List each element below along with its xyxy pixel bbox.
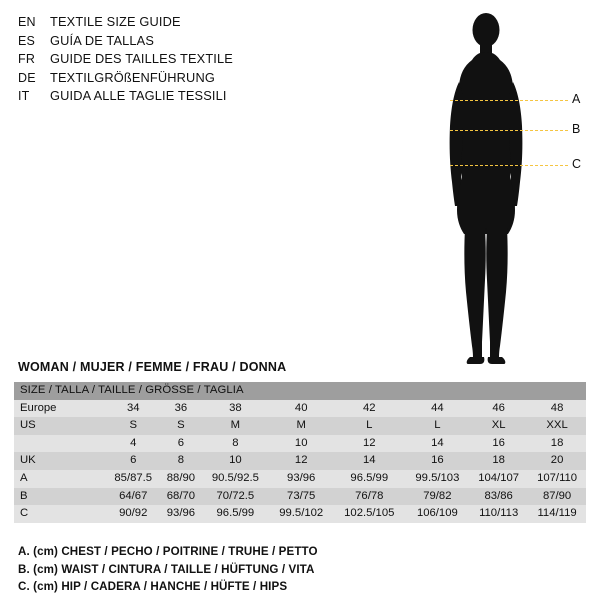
cell-uk-4: 14 — [333, 452, 406, 470]
table-row-b — [14, 488, 586, 506]
note-c: C. (cm) HIP / CADERA / HANCHE / HÜFTE / HIPS — [18, 580, 288, 593]
cell-a-2: 90.5/92.5 — [201, 470, 269, 488]
cell-c-5: 106/109 — [406, 505, 470, 523]
cell-usnum-3: 10 — [269, 435, 333, 453]
cell-a-7: 107/110 — [528, 470, 586, 488]
cell-b-4: 76/78 — [333, 488, 406, 506]
cell-usnum-5: 14 — [406, 435, 470, 453]
cell-us-4: L — [333, 417, 406, 435]
cell-a-1: 88/90 — [160, 470, 201, 488]
cell-us-7: XXL — [528, 417, 586, 435]
cell-uk-5: 16 — [406, 452, 470, 470]
female-silhouette-icon — [420, 8, 590, 373]
cell-c-1: 93/96 — [160, 505, 201, 523]
cell-uk-2: 10 — [201, 452, 269, 470]
cell-b-6: 83/86 — [469, 488, 528, 506]
cell-a-0: 85/87.5 — [106, 470, 160, 488]
measure-label-c: C — [572, 157, 582, 171]
note-b: B. (cm) WAIST / CINTURA / TAILLE / HÜFTUNG / VITA — [18, 562, 315, 576]
body-figure — [420, 8, 590, 373]
language-code-es: ES — [18, 33, 36, 48]
cell-b-3: 73/75 — [269, 488, 333, 506]
cell-europe-7: 48 — [528, 400, 586, 418]
section-label-woman: WOMAN / MUJER / FEMME / FRAU / DONNA — [18, 360, 287, 374]
language-row-en — [18, 14, 348, 33]
cell-us-6: XL — [469, 417, 528, 435]
row-label-europe: Europe — [14, 400, 106, 418]
language-text-de: TEXTILGRÖßENFÜHRUNG — [50, 69, 215, 85]
cell-europe-2: 38 — [201, 400, 269, 418]
cell-europe-6: 46 — [469, 400, 528, 418]
cell-b-2: 70/72.5 — [201, 488, 269, 506]
language-text-fr: GUIDE DES TAILLES TEXTILE — [50, 51, 233, 66]
cell-a-4: 96.5/99 — [333, 470, 406, 488]
cell-c-3: 99.5/102 — [269, 505, 333, 523]
measure-line-b — [450, 130, 568, 131]
cell-usnum-2: 8 — [201, 435, 269, 453]
row-label-c: C — [14, 505, 106, 523]
cell-b-1: 68/70 — [160, 488, 201, 506]
language-code-de: DE — [18, 70, 36, 85]
cell-uk-6: 18 — [469, 452, 528, 470]
table-row-us — [14, 417, 586, 435]
cell-usnum-6: 16 — [469, 435, 528, 453]
measurement-notes — [18, 543, 518, 596]
language-code-it: IT — [18, 89, 30, 103]
cell-c-7: 114/119 — [528, 505, 586, 523]
size-table — [14, 382, 586, 523]
measure-line-c — [450, 165, 568, 166]
cell-us-5: L — [406, 417, 470, 435]
cell-uk-7: 20 — [528, 452, 586, 470]
row-label-a: A — [14, 470, 106, 488]
language-row-de — [18, 70, 348, 89]
cell-c-2: 96.5/99 — [201, 505, 269, 523]
cell-europe-0: 34 — [106, 400, 160, 418]
measure-label-b: B — [572, 122, 581, 136]
cell-usnum-4: 12 — [333, 435, 406, 453]
language-row-it — [18, 88, 348, 107]
table-row-c — [14, 505, 586, 523]
cell-c-4: 102.5/105 — [333, 505, 406, 523]
row-label-us: US — [14, 417, 106, 435]
language-row-fr — [18, 51, 348, 70]
table-row-a — [14, 470, 586, 488]
cell-a-3: 93/96 — [269, 470, 333, 488]
table-row-europe — [14, 400, 586, 418]
cell-europe-3: 40 — [269, 400, 333, 418]
cell-europe-5: 44 — [406, 400, 470, 418]
language-header-block — [18, 14, 348, 107]
table-header-label: SIZE / TALLA / TAILLE / GRÖSSE / TAGLIA — [14, 382, 586, 400]
cell-europe-1: 36 — [160, 400, 201, 418]
cell-b-5: 79/82 — [406, 488, 470, 506]
table-row-uk — [14, 452, 586, 470]
language-text-it: GUIDA ALLE TAGLIE TESSILI — [50, 88, 227, 103]
table-header-row — [14, 382, 586, 400]
cell-b-0: 64/67 — [106, 488, 160, 506]
cell-a-6: 104/107 — [469, 470, 528, 488]
cell-uk-1: 8 — [160, 452, 201, 470]
language-code-fr: FR — [18, 52, 36, 66]
language-row-es — [18, 33, 348, 52]
cell-us-2: M — [201, 417, 269, 435]
cell-uk-3: 12 — [269, 452, 333, 470]
cell-c-0: 90/92 — [106, 505, 160, 523]
cell-us-1: S — [160, 417, 201, 435]
row-label-b: B — [14, 488, 106, 506]
cell-usnum-7: 18 — [528, 435, 586, 453]
cell-c-6: 110/113 — [469, 505, 528, 523]
note-a: A. (cm) CHEST / PECHO / POITRINE / TRUHE / PETTO — [18, 545, 318, 558]
cell-b-7: 87/90 — [528, 488, 586, 506]
language-text-en: TEXTILE SIZE GUIDE — [50, 14, 181, 29]
table-row-us-numeric — [14, 435, 586, 453]
cell-usnum-1: 6 — [160, 435, 201, 453]
measure-label-a: A — [572, 92, 581, 106]
cell-us-3: M — [269, 417, 333, 435]
row-label-us-numeric — [14, 435, 106, 453]
row-label-uk: UK — [14, 452, 106, 470]
cell-uk-0: 6 — [106, 452, 160, 470]
language-code-en: EN — [18, 15, 36, 29]
cell-usnum-0: 4 — [106, 435, 160, 453]
cell-a-5: 99.5/103 — [406, 470, 470, 488]
cell-europe-4: 42 — [333, 400, 406, 418]
language-text-es: GUÍA DE TALLAS — [50, 32, 155, 48]
measure-line-a — [450, 100, 568, 101]
cell-us-0: S — [106, 417, 160, 435]
